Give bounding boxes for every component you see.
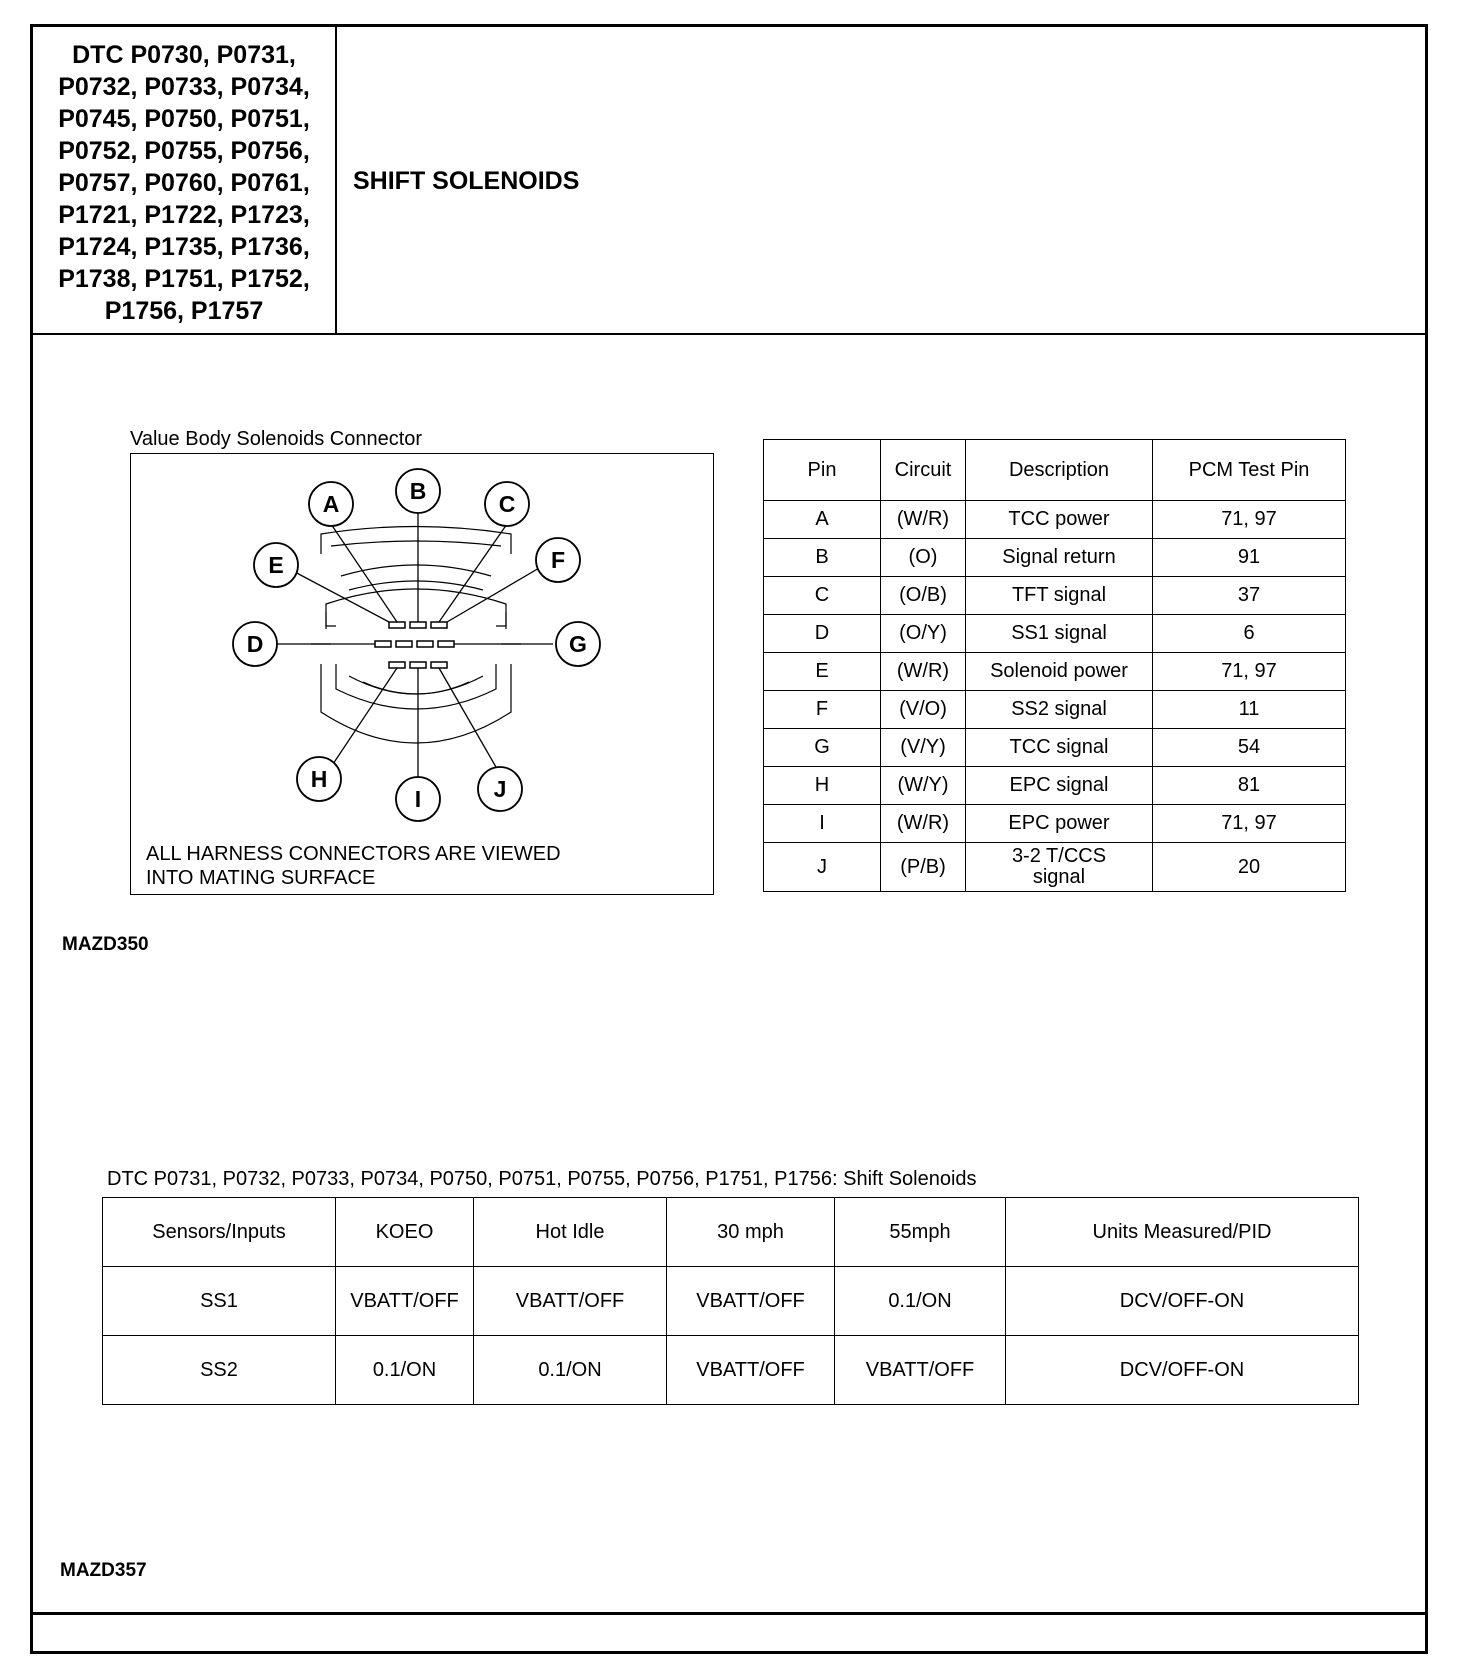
- table-row: [764, 843, 1346, 892]
- column-header: Circuit: [881, 440, 966, 501]
- table-cell: VBATT/OFF: [667, 1336, 835, 1405]
- connector-diagram: [130, 453, 714, 895]
- pcm-cell: 71, 97: [1153, 501, 1346, 539]
- table-cell: VBATT/OFF: [336, 1267, 474, 1336]
- pin-cell: H: [764, 767, 881, 805]
- circuit-cell: (W/R): [881, 501, 966, 539]
- note-line: ALL HARNESS CONNECTORS ARE VIEWED: [146, 843, 561, 865]
- sensor-table: [102, 1197, 1359, 1405]
- description-cell: Solenoid power: [966, 653, 1153, 691]
- table-row: [764, 615, 1346, 653]
- dtc-line: P1738, P1751, P1752,: [58, 265, 310, 293]
- table-cell: 0.1/ON: [835, 1267, 1006, 1336]
- table-cell: SS1: [103, 1267, 336, 1336]
- sensor-table-caption: DTC P0731, P0732, P0733, P0734, P0750, P0751, P0755, P0756, P1751, P1756: Shift Solenoids: [107, 1168, 977, 1190]
- note-line: INTO MATING SURFACE: [146, 867, 376, 889]
- column-header: Description: [966, 440, 1153, 501]
- table-row: [103, 1336, 1359, 1405]
- description-cell: TCC signal: [966, 729, 1153, 767]
- pin-letter: J: [493, 776, 507, 802]
- circuit-cell: (O): [881, 539, 966, 577]
- description-cell: EPC power: [966, 805, 1153, 843]
- description-cell: TCC power: [966, 501, 1153, 539]
- column-header: PCM Test Pin: [1153, 440, 1346, 501]
- pin-label-d: [233, 622, 277, 666]
- leader-lines: [265, 512, 558, 789]
- circuit-cell: (P/B): [881, 843, 966, 892]
- table-row: [764, 577, 1346, 615]
- pcm-cell: 71, 97: [1153, 805, 1346, 843]
- pin-cell: D: [764, 615, 881, 653]
- pin-cell: F: [764, 691, 881, 729]
- table-row: [764, 691, 1346, 729]
- header-divider: [33, 333, 1425, 335]
- cavity-row: [375, 622, 454, 668]
- description-cell: SS1 signal: [966, 615, 1153, 653]
- table-cell: VBATT/OFF: [474, 1267, 667, 1336]
- column-header: 30 mph: [667, 1198, 835, 1267]
- table-row: [764, 539, 1346, 577]
- circuit-cell: (V/O): [881, 691, 966, 729]
- table-cell: 0.1/ON: [336, 1336, 474, 1405]
- column-header: Units Measured/PID: [1006, 1198, 1359, 1267]
- pin-letter: B: [409, 478, 427, 504]
- column-header: Pin: [764, 440, 881, 501]
- column-header: KOEO: [336, 1198, 474, 1267]
- pcm-cell: 91: [1153, 539, 1346, 577]
- pcm-cell: 37: [1153, 577, 1346, 615]
- circuit-cell: (W/R): [881, 805, 966, 843]
- table-cell: VBATT/OFF: [835, 1336, 1006, 1405]
- pin-label-c: [485, 482, 529, 526]
- description-cell: TFT signal: [966, 577, 1153, 615]
- pin-label-j: [478, 767, 522, 811]
- pin-cell: J: [764, 843, 881, 892]
- pcm-cell: 20: [1153, 843, 1346, 892]
- connector-outline: [311, 527, 521, 744]
- pin-cell: C: [764, 577, 881, 615]
- column-header: Sensors/Inputs: [103, 1198, 336, 1267]
- pin-letter: C: [498, 491, 516, 517]
- circuit-cell: (O/B): [881, 577, 966, 615]
- description-cell: Signal return: [966, 539, 1153, 577]
- section-title: SHIFT SOLENOIDS: [353, 167, 580, 195]
- table-cell: 0.1/ON: [474, 1336, 667, 1405]
- pin-label-b: [396, 469, 440, 513]
- pin-label-i: [396, 777, 440, 821]
- footer-divider: [33, 1612, 1425, 1615]
- figure-reference: MAZD357: [60, 1560, 147, 1581]
- dtc-line: P1721, P1722, P1723,: [58, 201, 310, 229]
- pin-cell: G: [764, 729, 881, 767]
- dtc-line: P1756, P1757: [104, 297, 264, 325]
- pcm-cell: 6: [1153, 615, 1346, 653]
- pcm-cell: 11: [1153, 691, 1346, 729]
- circuit-cell: (W/R): [881, 653, 966, 691]
- pin-label-e: [254, 543, 298, 587]
- pin-letter: I: [414, 786, 422, 812]
- pin-cell: A: [764, 501, 881, 539]
- table-row: [764, 729, 1346, 767]
- dtc-line: P1724, P1735, P1736,: [58, 233, 310, 261]
- pin-label-f: [536, 538, 580, 582]
- table-cell: VBATT/OFF: [667, 1267, 835, 1336]
- description-line: 3-2 T/CCS: [1011, 845, 1107, 867]
- pcm-cell: 54: [1153, 729, 1346, 767]
- pin-letter: E: [268, 552, 284, 578]
- table-row: [764, 653, 1346, 691]
- pin-cell: E: [764, 653, 881, 691]
- description-line: signal: [1032, 866, 1086, 888]
- pin-cell: B: [764, 539, 881, 577]
- dtc-line: P0732, P0733, P0734,: [58, 73, 310, 101]
- pin-letter: D: [246, 631, 264, 657]
- dtc-line: DTC P0730, P0731,: [72, 41, 296, 69]
- pcm-cell: 81: [1153, 767, 1346, 805]
- dtc-code-list: [33, 27, 337, 333]
- pin-letter: A: [322, 491, 340, 517]
- connector-caption: Value Body Solenoids Connector: [130, 428, 423, 450]
- circuit-cell: (O/Y): [881, 615, 966, 653]
- description-cell: EPC signal: [966, 767, 1153, 805]
- circuit-cell: (V/Y): [881, 729, 966, 767]
- circuit-cell: (W/Y): [881, 767, 966, 805]
- description-cell: [966, 843, 1153, 892]
- pin-cell: I: [764, 805, 881, 843]
- description-cell: SS2 signal: [966, 691, 1153, 729]
- column-header: Hot Idle: [474, 1198, 667, 1267]
- dtc-line: P0745, P0750, P0751,: [58, 105, 310, 133]
- viewing-note: [146, 842, 561, 890]
- pin-letter: H: [310, 766, 328, 792]
- table-cell: DCV/OFF-ON: [1006, 1336, 1359, 1405]
- pin-label-a: [309, 482, 353, 526]
- pin-label-h: [297, 757, 341, 801]
- table-cell: SS2: [103, 1336, 336, 1405]
- table-row: [103, 1267, 1359, 1336]
- table-row: [764, 805, 1346, 843]
- pin-letter: G: [569, 631, 587, 657]
- table-row: [764, 501, 1346, 539]
- table-header-row: [103, 1198, 1359, 1267]
- pcm-cell: 71, 97: [1153, 653, 1346, 691]
- table-row: [764, 767, 1346, 805]
- pin-table: [763, 439, 1346, 892]
- table-cell: DCV/OFF-ON: [1006, 1267, 1359, 1336]
- dtc-line: P0752, P0755, P0756,: [58, 137, 310, 165]
- dtc-line: P0757, P0760, P0761,: [58, 169, 310, 197]
- figure-reference: MAZD350: [62, 934, 149, 955]
- column-header: 55mph: [835, 1198, 1006, 1267]
- pin-label-g: [556, 622, 600, 666]
- pin-letter: F: [550, 547, 566, 573]
- table-header-row: [764, 440, 1346, 501]
- connector-drawing: [131, 454, 715, 896]
